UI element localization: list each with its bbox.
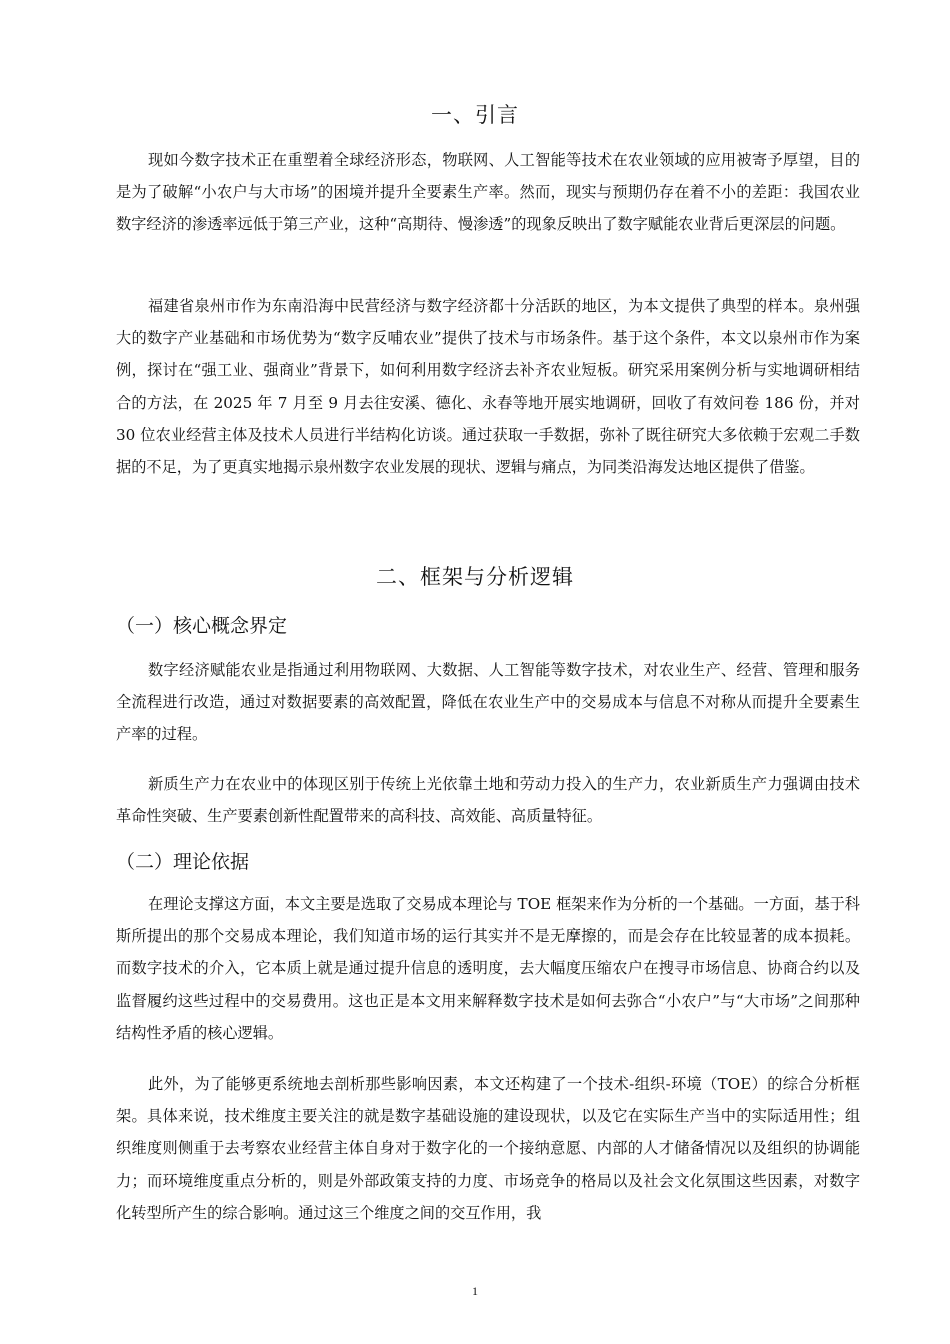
section-title-framework: 二、框架与分析逻辑 [376,565,574,589]
subsection-title-theory: （二）理论依据 [116,851,250,873]
theory-paragraph-1: 在理论支撑这方面，本文主要是选取了交易成本理论与 TOE 框架来作为分析的一个基础。一方面，基于科斯所提出的那个交易成本理论，我们知道市场的运行其实并不是无摩擦的，而是会存在比较显著的成本损耗。而数字技术的介入，它本质上就是通过提升信息的透明度，去大幅度压缩农户在搜寻市场信息、协商合约以及监督履约这些过程中的交易费用。这也正是本文用来解释数字技术是如何去弥合“小农户”与“大市场”之间那种结构性矛盾的核心逻辑。 [116,895,860,1042]
section-title-intro: 一、引言 [431,103,519,127]
intro-paragraph-2: 福建省泉州市作为东南沿海中民营经济与数字经济都十分活跃的地区，为本文提供了典型的样本。泉州强大的数字产业基础和市场优势为“数字反哺农业”提供了技术与市场条件。基于这个条件，本文以泉州市作为案例，探讨在“强工业、强商业”背景下，如何利用数字经济去补齐农业短板。研究采用案例分析与实地调研相结合的方法，在 2025 年 7 月至 9 月去往安溪、德化、永春等地开展实地调研，回收了有效问卷 186 份，并对 30 位农业经营主体及技术人员进行半结构化访谈。通过获取一手数据，弥补了既往研究大多依赖于宏观二手数据的不足，为了更真实地揭示泉州数字农业发展的现状、逻辑与痛点，为同类沿海发达地区提供了借鉴。 [116,297,860,477]
concepts-paragraph-2: 新质生产力在农业中的体现区别于传统上光依靠土地和劳动力投入的生产力，农业新质生产力强调由技术革命性突破、生产要素创新性配置带来的高科技、高效能、高质量特征。 [116,775,860,826]
subsection-title-concepts: （一）核心概念界定 [116,615,288,637]
page-number: 1 [472,1284,478,1298]
theory-paragraph-2: 此外，为了能够更系统地去剖析那些影响因素，本文还构建了一个技术-组织-环境（TOE）的综合分析框架。具体来说，技术维度主要关注的就是数字基础设施的建设现状，以及它在实际生产当中的实际适用性；组织维度则侧重于去考察农业经营主体自身对于数字化的一个接纳意愿、内部的人才储备情况以及组织的协调能力；而环境维度重点分析的，则是外部政策支持的力度、市场竞争的格局以及社会文化氛围这些因素，对数字化转型所产生的综合影响。通过这三个维度之间的交互作用，我 [116,1075,860,1222]
concepts-paragraph-1: 数字经济赋能农业是指通过利用物联网、大数据、人工智能等数字技术，对农业生产、经营、管理和服务全流程进行改造，通过对数据要素的高效配置，降低在农业生产中的交易成本与信息不对称从而提升全要素生产率的过程。 [116,661,860,744]
intro-paragraph-1: 现如今数字技术正在重塑着全球经济形态，物联网、人工智能等技术在农业领域的应用被寄予厚望，目的是为了破解“小农户与大市场”的困境并提升全要素生产率。然而，现实与预期仍存在着不小的差距：我国农业数字经济的渗透率远低于第三产业，这种“高期待、慢渗透”的现象反映出了数字赋能农业背后更深层的问题。 [116,151,860,234]
